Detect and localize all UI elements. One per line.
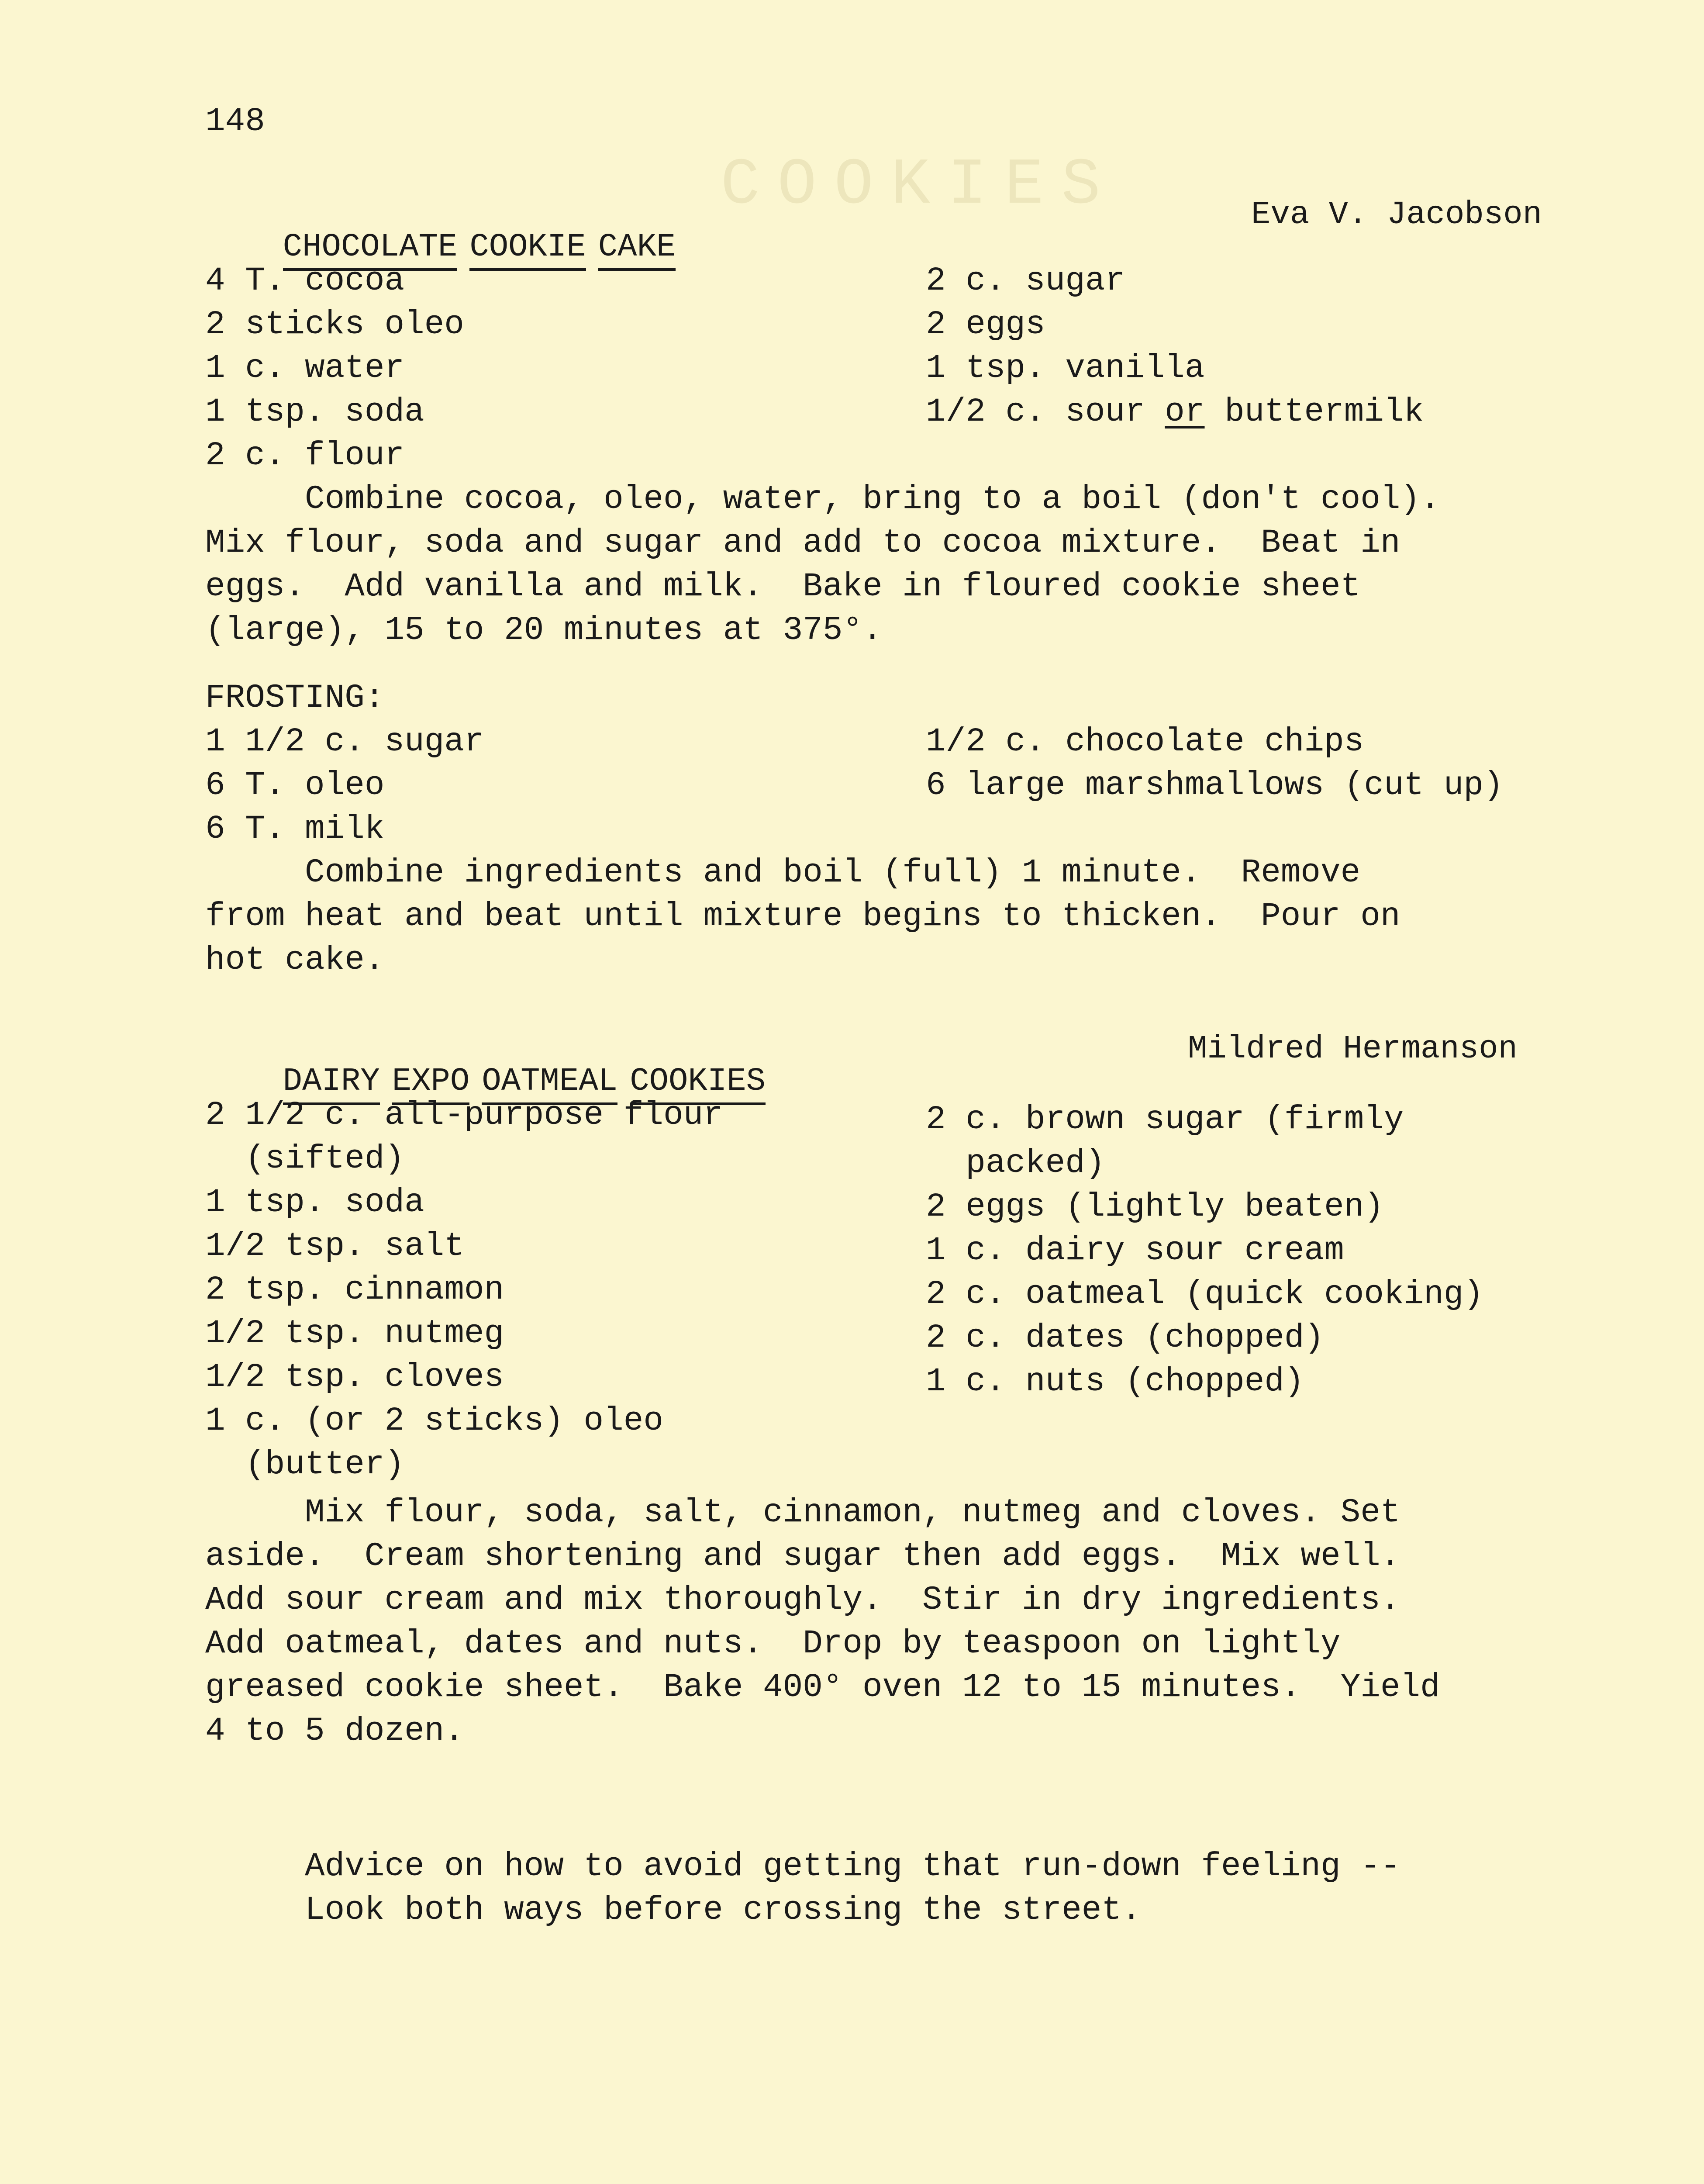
ingredient: 1/2 tsp. nutmeg [205, 1315, 504, 1352]
direction-line: Mix flour, soda, salt, cinnamon, nutmeg and cloves. Set [205, 1494, 1400, 1531]
ingredient: packed) [926, 1144, 1105, 1182]
direction-line: 4 to 5 dozen. [205, 1712, 464, 1750]
direction-line: aside. Cream shortening and sugar then add eggs. Mix well. [205, 1538, 1400, 1575]
title-word: DAIRY [283, 1063, 380, 1105]
ingredient: 4 T. cocoa [205, 262, 405, 300]
title-word: CHOCOLATE [283, 229, 458, 271]
title-word: EXPO [392, 1063, 470, 1105]
ingredient: 1 c. water [205, 349, 405, 387]
ingredient: 2 c. brown sugar (firmly [926, 1101, 1404, 1138]
ingredient: (butter) [205, 1446, 405, 1483]
ingredient: 1/2 tsp. cloves [205, 1358, 504, 1396]
direction-line: eggs. Add vanilla and milk. Bake in floured cookie sheet [205, 568, 1361, 605]
ingredient: 2 tsp. cinnamon [205, 1271, 504, 1309]
ingredient: 1/2 c. chocolate chips [926, 723, 1364, 760]
direction-line: Combine ingredients and boil (full) 1 minute. Remove [205, 854, 1361, 892]
ingredient: 1 c. dairy sour cream [926, 1232, 1344, 1269]
ingredient: 1 c. (or 2 sticks) oleo [205, 1402, 663, 1440]
ingredient: 2 eggs [926, 306, 1045, 343]
direction-line: Add oatmeal, dates and nuts. Drop by teaspoon on lightly [205, 1625, 1341, 1662]
bleed-through-heading: COOKIES [721, 149, 1118, 223]
recipe-author: Mildred Hermanson [1188, 1031, 1518, 1068]
ingredient: 1 tsp. soda [205, 393, 424, 431]
ingredient: 2 c. dates (chopped) [926, 1319, 1325, 1357]
ingredient: 1 tsp. vanilla [926, 349, 1205, 387]
title-word: COOKIES [630, 1063, 766, 1105]
ingredient: 2 1/2 c. all-purpose flour [205, 1096, 723, 1134]
page-number: 148 [205, 103, 265, 140]
ingredient: (sifted) [205, 1140, 405, 1178]
frosting-label: FROSTING: [205, 679, 385, 717]
ingredient: 6 T. milk [205, 810, 385, 848]
advice-line: Advice on how to avoid getting that run-down feeling -- [205, 1848, 1400, 1885]
direction-line: Combine cocoa, oleo, water, bring to a boil (don't cool). [205, 480, 1440, 518]
title-word: COOKIE [469, 229, 586, 271]
ingredient: 2 c. sugar [926, 262, 1125, 300]
direction-line: greased cookie sheet. Bake 400° oven 12 to 15 minutes. Yield [205, 1669, 1440, 1706]
ingredient: 1 1/2 c. sugar [205, 723, 484, 760]
title-word: OATMEAL [482, 1063, 617, 1105]
ingredient: 1 c. nuts (chopped) [926, 1363, 1304, 1400]
ingredient: 6 T. oleo [205, 767, 385, 804]
ingredient: 2 c. oatmeal (quick cooking) [926, 1275, 1484, 1313]
ingredient: 1/2 c. sour or buttermilk [926, 393, 1424, 431]
ingredient: 2 sticks oleo [205, 306, 464, 343]
ingredient: 1 tsp. soda [205, 1184, 424, 1221]
recipe-author: Eva V. Jacobson [1251, 197, 1542, 233]
direction-line: Mix flour, soda and sugar and add to cocoa mixture. Beat in [205, 524, 1400, 562]
direction-line: (large), 15 to 20 minutes at 375°. [205, 612, 883, 649]
ingredient: 2 c. flour [205, 437, 405, 474]
ingredient: 1/2 tsp. salt [205, 1227, 464, 1265]
direction-line: from heat and beat until mixture begins to thicken. Pour on [205, 898, 1400, 935]
title-word: CAKE [598, 229, 676, 271]
direction-line: hot cake. [205, 941, 385, 979]
advice-line: Look both ways before crossing the street. [205, 1891, 1142, 1929]
ingredient: 2 eggs (lightly beaten) [926, 1188, 1384, 1226]
ingredient: 6 large marshmallows (cut up) [926, 767, 1504, 804]
direction-line: Add sour cream and mix thoroughly. Stir in dry ingredients. [205, 1581, 1400, 1619]
